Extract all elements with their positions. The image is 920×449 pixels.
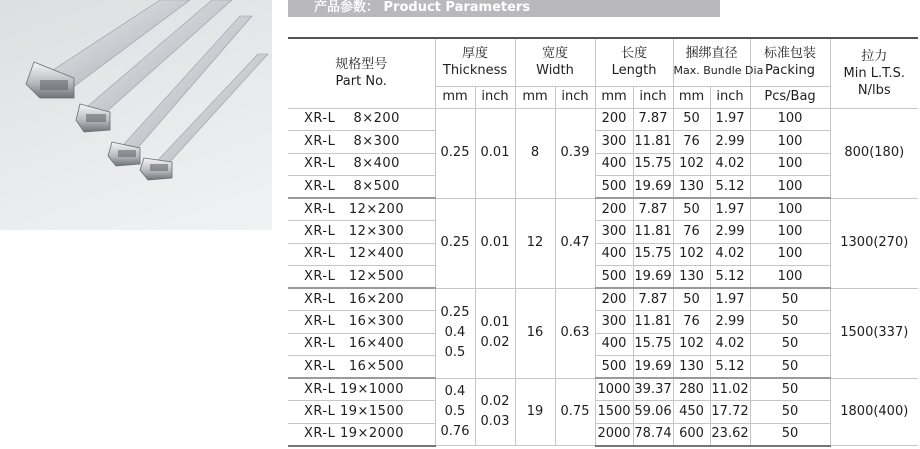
unit-mm: mm — [595, 86, 633, 108]
part-no-cell: XR-L 16×300 — [288, 311, 435, 334]
part-no-cell: XR-L 8×400 — [288, 153, 435, 176]
table-row — [288, 131, 918, 154]
length-mm-cell: 500 — [595, 176, 633, 199]
bundle-mm-cell: 600 — [673, 423, 710, 446]
thickness-mm-cell-value: 0.25 — [440, 145, 470, 160]
bundle-inch-cell: 1.97 — [710, 288, 750, 311]
length-inch-cell: 15.75 — [633, 243, 673, 266]
bundle-inch-cell: 4.02 — [710, 333, 750, 356]
width-mm-cell: 8 — [515, 108, 555, 198]
header-thickness: 厚度 Thickness — [435, 38, 515, 86]
part-no-cell: XR-L 12×500 — [288, 266, 435, 289]
header-part-no: 规格型号 Part No. — [288, 38, 435, 108]
tensile-cell: 1300(270) — [830, 198, 918, 288]
packing-cell: 100 — [750, 108, 830, 131]
bundle-mm-cell: 130 — [673, 176, 710, 199]
bundle-mm-cell: 76 — [673, 131, 710, 154]
width-inch-cell: 0.47 — [555, 198, 595, 288]
bundle-mm-cell: 76 — [673, 311, 710, 334]
bundle-mm-cell: 280 — [673, 378, 710, 401]
length-mm-cell: 400 — [595, 153, 633, 176]
width-mm-cell: 19 — [515, 378, 555, 446]
bundle-mm-cell: 102 — [673, 243, 710, 266]
bundle-mm-cell: 102 — [673, 333, 710, 356]
bundle-mm-cell: 50 — [673, 198, 710, 221]
table-row — [288, 153, 918, 176]
table-row — [288, 108, 918, 131]
length-inch-cell: 19.69 — [633, 176, 673, 199]
packing-cell: 100 — [750, 153, 830, 176]
unit-mm: mm — [673, 86, 710, 108]
section-banner — [288, 0, 720, 17]
part-no-cell: XR-L 8×200 — [288, 108, 435, 131]
thickness-mm-cell — [435, 288, 475, 378]
length-mm-cell: 500 — [595, 266, 633, 289]
packing-cell: 100 — [750, 221, 830, 244]
packing-cell: 50 — [750, 401, 830, 424]
table-row — [288, 243, 918, 266]
length-inch-cell: 78.74 — [633, 423, 673, 446]
bundle-inch-cell: 5.12 — [710, 356, 750, 379]
thickness-mm-cell-value: 0.4 — [444, 383, 466, 399]
bundle-inch-cell: 2.99 — [710, 221, 750, 244]
bundle-inch-cell: 2.99 — [710, 131, 750, 154]
thickness-mm-cell-value: 0.5 — [444, 403, 466, 419]
packing-cell: 50 — [750, 423, 830, 446]
packing-cell: 100 — [750, 266, 830, 289]
packing-cell: 100 — [750, 131, 830, 154]
header-tensile: 拉力 Min L.T.S. N/lbs — [830, 38, 918, 108]
length-inch-cell: 7.87 — [633, 108, 673, 131]
bundle-mm-cell: 50 — [673, 288, 710, 311]
part-no-cell: XR-L 12×300 — [288, 221, 435, 244]
part-no-cell: XR-L 8×500 — [288, 176, 435, 199]
bundle-inch-cell: 17.72 — [710, 401, 750, 424]
length-mm-cell: 2000 — [595, 423, 633, 446]
table-row — [288, 198, 918, 221]
packing-cell: 50 — [750, 356, 830, 379]
table-row — [288, 401, 918, 424]
part-no-cell: XR-L 19×2000 — [288, 423, 435, 446]
width-inch-cell: 0.75 — [555, 378, 595, 446]
length-inch-cell: 15.75 — [633, 153, 673, 176]
thickness-inch-cell-value: 0.02 — [480, 393, 510, 409]
length-inch-cell: 39.37 — [633, 378, 673, 401]
bundle-mm-cell: 102 — [673, 153, 710, 176]
packing-cell: 50 — [750, 378, 830, 401]
bundle-mm-cell: 50 — [673, 108, 710, 131]
bundle-inch-cell: 11.02 — [710, 378, 750, 401]
thickness-inch-cell-value: 0.01 — [480, 235, 510, 250]
unit-mm: mm — [515, 86, 555, 108]
packing-cell: 100 — [750, 198, 830, 221]
packing-cell: 50 — [750, 333, 830, 356]
length-mm-cell: 200 — [595, 198, 633, 221]
part-no-cell: XR-L 12×400 — [288, 243, 435, 266]
length-mm-cell: 200 — [595, 288, 633, 311]
bundle-inch-cell: 2.99 — [710, 311, 750, 334]
table-row — [288, 288, 918, 311]
packing-cell: 50 — [750, 311, 830, 334]
bundle-mm-cell: 76 — [673, 221, 710, 244]
thickness-inch-cell — [475, 198, 515, 288]
thickness-mm-cell-value: 0.25 — [440, 235, 470, 250]
packing-cell: 100 — [750, 176, 830, 199]
part-no-cell: XR-L 19×1500 — [288, 401, 435, 424]
length-inch-cell: 59.06 — [633, 401, 673, 424]
unit-mm: mm — [435, 86, 475, 108]
length-inch-cell: 7.87 — [633, 288, 673, 311]
length-inch-cell: 11.81 — [633, 221, 673, 244]
bundle-inch-cell: 5.12 — [710, 176, 750, 199]
thickness-inch-cell-value: 0.02 — [480, 335, 510, 350]
product-photo — [0, 0, 272, 230]
thickness-inch-cell-value: 0.01 — [480, 315, 510, 330]
width-mm-cell: 12 — [515, 198, 555, 288]
bundle-mm-cell: 450 — [673, 401, 710, 424]
table-row — [288, 176, 918, 199]
length-mm-cell: 400 — [595, 243, 633, 266]
product-parameters-table — [288, 37, 918, 447]
table-row — [288, 356, 918, 379]
table-body — [288, 108, 918, 446]
length-inch-cell: 15.75 — [633, 333, 673, 356]
length-inch-cell: 19.69 — [633, 266, 673, 289]
part-no-cell: XR-L 16×500 — [288, 356, 435, 379]
bundle-inch-cell: 5.12 — [710, 266, 750, 289]
length-mm-cell: 1000 — [595, 378, 633, 401]
part-no-cell: XR-L 8×300 — [288, 131, 435, 154]
thickness-inch-cell — [475, 108, 515, 198]
tensile-cell: 1800(400) — [830, 378, 918, 446]
part-no-cell: XR-L 16×400 — [288, 333, 435, 356]
thickness-mm-cell — [435, 378, 475, 446]
header-row — [288, 38, 918, 86]
thickness-mm-cell-value: 0.76 — [440, 423, 470, 439]
bundle-inch-cell: 1.97 — [710, 108, 750, 131]
thickness-inch-cell-value: 0.01 — [480, 145, 510, 160]
thickness-mm-cell — [435, 198, 475, 288]
table-row — [288, 423, 918, 446]
unit-inch: inch — [475, 86, 515, 108]
banner-title: 产品参数： Product Parameters — [314, 0, 531, 15]
thickness-mm-cell-value: 0.25 — [440, 305, 470, 320]
width-inch-cell: 0.39 — [555, 108, 595, 198]
packing-cell: 100 — [750, 243, 830, 266]
thickness-inch-cell — [475, 288, 515, 378]
length-inch-cell: 11.81 — [633, 131, 673, 154]
length-mm-cell: 300 — [595, 131, 633, 154]
thickness-mm-cell — [435, 108, 475, 198]
part-no-cell: XR-L 16×200 — [288, 288, 435, 311]
thickness-inch-cell-value: 0.03 — [480, 413, 510, 429]
length-mm-cell: 200 — [595, 108, 633, 131]
packing-cell: 50 — [750, 288, 830, 311]
tensile-cell: 1500(337) — [830, 288, 918, 378]
bundle-mm-cell: 130 — [673, 266, 710, 289]
width-inch-cell: 0.63 — [555, 288, 595, 378]
unit-pcs-bag: Pcs/Bag — [750, 86, 830, 108]
length-mm-cell: 500 — [595, 356, 633, 379]
header-length: 长度 Length — [595, 38, 673, 86]
width-mm-cell: 16 — [515, 288, 555, 378]
tensile-cell: 800(180) — [830, 108, 918, 198]
unit-inch: inch — [710, 86, 750, 108]
unit-inch: inch — [633, 86, 673, 108]
table-row — [288, 311, 918, 334]
bundle-inch-cell: 1.97 — [710, 198, 750, 221]
length-mm-cell: 1500 — [595, 401, 633, 424]
cable-ties-image — [0, 0, 272, 230]
length-inch-cell: 19.69 — [633, 356, 673, 379]
thickness-mm-cell-value: 0.5 — [444, 345, 466, 360]
bundle-inch-cell: 23.62 — [710, 423, 750, 446]
bundle-mm-cell: 130 — [673, 356, 710, 379]
table-row — [288, 378, 918, 401]
length-mm-cell: 300 — [595, 311, 633, 334]
bundle-inch-cell: 4.02 — [710, 153, 750, 176]
header-packing: 标准包装 Packing — [750, 38, 830, 86]
thickness-mm-cell-value: 0.4 — [444, 325, 466, 340]
header-width: 宽度 Width — [515, 38, 595, 86]
table-row — [288, 333, 918, 356]
unit-inch: inch — [555, 86, 595, 108]
bundle-inch-cell: 4.02 — [710, 243, 750, 266]
thickness-inch-cell — [475, 378, 515, 446]
table-row — [288, 221, 918, 244]
length-mm-cell: 400 — [595, 333, 633, 356]
length-inch-cell: 7.87 — [633, 198, 673, 221]
table-row — [288, 266, 918, 289]
part-no-cell: XR-L 19×1000 — [288, 378, 435, 401]
header-bundle-dia: 捆绑直径 Max. Bundle Dia — [673, 38, 750, 86]
part-no-cell: XR-L 12×200 — [288, 198, 435, 221]
length-inch-cell: 11.81 — [633, 311, 673, 334]
length-mm-cell: 300 — [595, 221, 633, 244]
